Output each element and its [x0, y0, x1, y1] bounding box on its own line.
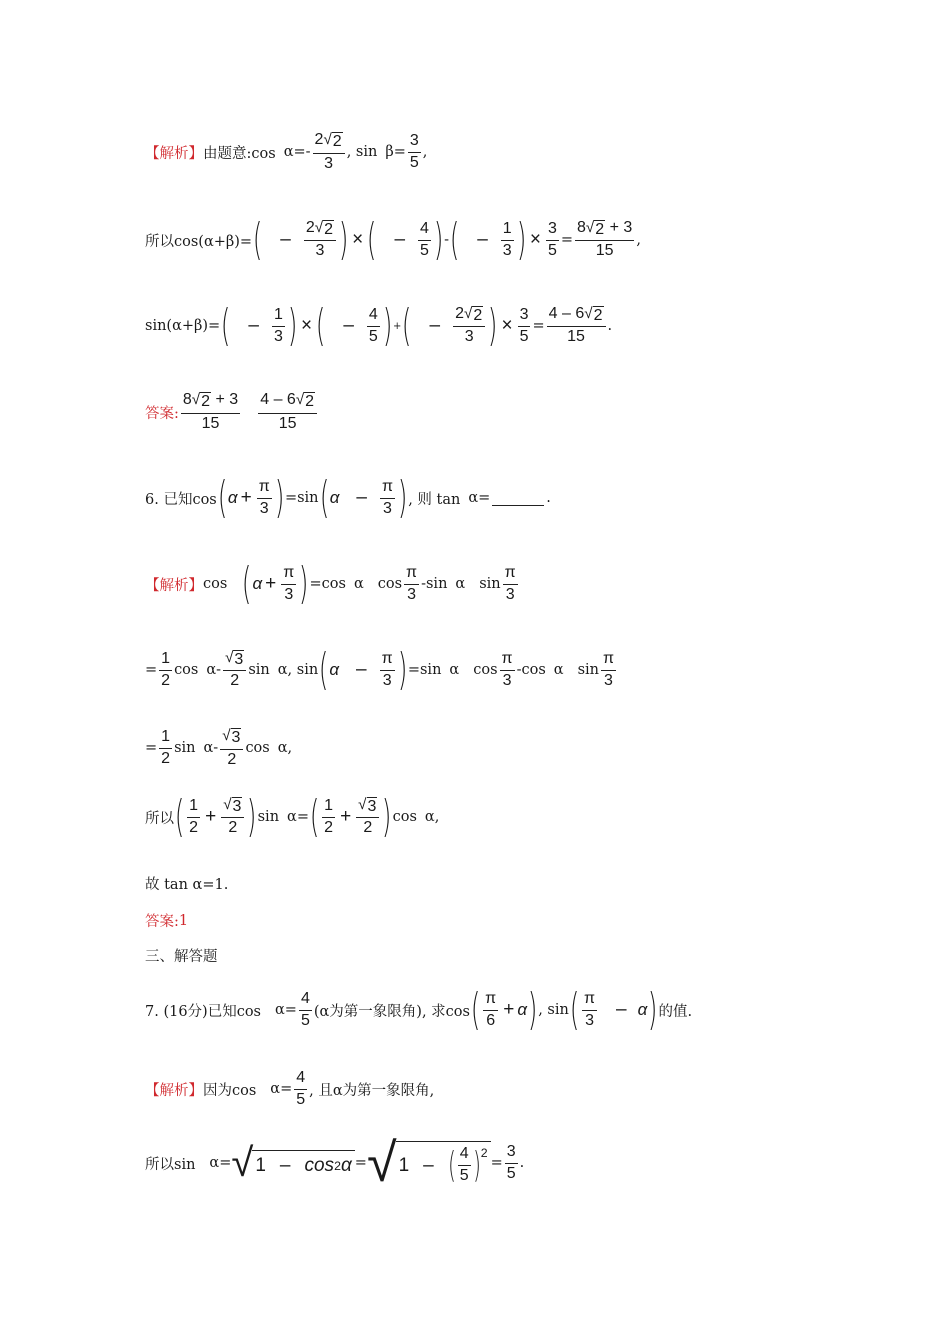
- text: ,: [287, 740, 293, 757]
- paren: (: [174, 791, 185, 842]
- alpha: α: [329, 660, 340, 679]
- paren: (: [309, 791, 320, 842]
- text: , sin: [538, 1002, 569, 1018]
- alpha: α: [449, 662, 460, 678]
- paren: ): [274, 472, 285, 523]
- fraction: 4 – 6 √ 2 15: [258, 392, 317, 432]
- text: -sin: [421, 576, 448, 592]
- fraction: 4 5: [368, 305, 378, 345]
- text: =sin: [284, 490, 319, 506]
- op: =: [284, 1002, 297, 1018]
- alpha: α: [277, 740, 288, 757]
- op: –: [616, 999, 627, 1020]
- op: –: [356, 659, 367, 680]
- text: 所以: [145, 810, 174, 827]
- op: +: [392, 320, 402, 332]
- sqrt-expression: √ 1 – ( 4 5 ) $^2$: [367, 1132, 491, 1194]
- fraction: 1 3: [502, 219, 512, 259]
- op: –: [394, 229, 406, 250]
- text: ,: [434, 809, 440, 825]
- alpha: α: [283, 144, 294, 161]
- op: +: [265, 573, 277, 594]
- analysis-line-2: [145, 214, 641, 265]
- paren: ): [338, 214, 349, 265]
- op: +: [240, 487, 252, 508]
- op: =: [532, 318, 545, 334]
- sqrt-expression: √ 1 – cos 2 α: [231, 1141, 354, 1186]
- text: .: [519, 1155, 525, 1171]
- question-7: [145, 984, 693, 1035]
- paren: (: [217, 472, 228, 523]
- analysis-tag: 【解析】: [145, 145, 203, 162]
- paren: (: [449, 214, 460, 265]
- op: ×: [529, 229, 541, 250]
- analysis6-line-2: [145, 644, 618, 695]
- paren: ): [397, 472, 408, 523]
- text: =cos: [309, 576, 346, 592]
- fraction: 1 3: [273, 305, 283, 345]
- alpha: α: [203, 740, 214, 757]
- op: -: [444, 232, 450, 248]
- alpha: α: [275, 1002, 285, 1018]
- paren: ): [247, 791, 257, 842]
- answer-label: 答案:: [145, 914, 179, 930]
- text: ,: [636, 232, 641, 248]
- analysis6-line-1: [145, 558, 520, 609]
- fraction: $\frac{1}{2}$: [161, 649, 171, 689]
- paren: (: [316, 300, 326, 351]
- op: =: [560, 232, 574, 248]
- alpha: α: [270, 1081, 281, 1098]
- text: cos: [174, 662, 199, 678]
- text: 的值.: [658, 1003, 693, 1020]
- paren: (: [221, 300, 231, 351]
- text: sin: [479, 576, 501, 592]
- fraction: 2 √ 2 3: [304, 220, 336, 260]
- fraction: $\frac{3}{5}$: [519, 305, 529, 345]
- fraction: 8 √ 2 + 3 15: [182, 391, 239, 432]
- alpha: α: [455, 576, 466, 592]
- fraction: π 3: [381, 477, 394, 517]
- fraction: π 3: [406, 563, 418, 603]
- fraction: π 6: [485, 989, 497, 1029]
- paren: ): [287, 300, 298, 351]
- analysis7-line-1: [145, 1070, 434, 1109]
- text: , sin: [346, 144, 378, 161]
- text: 故 tan α=1.: [145, 877, 229, 893]
- analysis7-line-2: [145, 1132, 524, 1194]
- text: 所以sin: [145, 1156, 196, 1173]
- alpha: α: [209, 1155, 220, 1171]
- analysis6-line-3: [145, 728, 292, 768]
- paren: ): [382, 300, 393, 351]
- text: sin: [577, 662, 599, 678]
- paren: ): [382, 791, 392, 842]
- fraction: $\frac{3}{5}$: [409, 131, 419, 171]
- fraction: $\frac{4}{5}$: [300, 989, 310, 1029]
- section-title: 三、解答题: [145, 949, 218, 965]
- paren: (: [242, 558, 252, 609]
- fraction: 2 √ 2 3: [453, 306, 485, 346]
- paren: (: [569, 984, 580, 1035]
- fraction: √ 3 2: [220, 728, 243, 768]
- op: ×: [501, 315, 513, 336]
- paren: ): [488, 300, 498, 351]
- fraction: π 3: [381, 649, 393, 689]
- text: =-: [293, 144, 311, 161]
- op: +: [503, 999, 515, 1020]
- text: cos: [245, 740, 270, 757]
- paren: (: [319, 472, 329, 523]
- fraction: 2 √ 2 3: [313, 132, 345, 172]
- op: =: [354, 1155, 367, 1171]
- analysis-line-1: [145, 132, 427, 172]
- op: +: [340, 806, 352, 827]
- alpha: α: [424, 809, 435, 825]
- text: , 且α为第一象限角,: [309, 1082, 435, 1099]
- op: =: [219, 1155, 232, 1171]
- alpha: α: [206, 662, 217, 678]
- op: -: [213, 740, 219, 757]
- fraction: $\frac{\pi}{3}$: [258, 477, 270, 517]
- text: sin: [248, 662, 270, 678]
- op: +: [205, 806, 217, 827]
- alpha: α: [287, 809, 297, 825]
- text: 因为cos: [203, 1082, 257, 1099]
- text: 所以cos(α+β)=: [145, 233, 253, 250]
- fraction: 1 2: [189, 796, 199, 836]
- op: –: [280, 229, 291, 250]
- beta: β: [385, 144, 394, 161]
- fraction: $\frac{3}{5}$: [506, 1142, 516, 1182]
- fraction: $\frac{\pi}{3}$: [283, 563, 295, 603]
- fraction: $\frac{4}{5}$: [296, 1069, 306, 1108]
- op: =: [145, 740, 158, 757]
- op: –: [477, 229, 488, 250]
- fraction: 4 5: [420, 219, 429, 259]
- analysis-tag: 【解析】: [145, 1082, 203, 1099]
- op: –: [356, 487, 367, 508]
- paren: (: [367, 214, 377, 265]
- paren: ): [527, 984, 538, 1035]
- text: 6. 已知cos: [145, 491, 217, 508]
- paren: (: [319, 644, 329, 695]
- fraction: √ 3 2: [356, 797, 379, 837]
- text: .: [546, 490, 551, 506]
- text: sin: [174, 740, 196, 757]
- analysis-tag: 【解析】: [145, 577, 203, 594]
- alpha: α: [637, 1000, 648, 1019]
- fraction: 4 – 6 √ 2 15: [547, 306, 606, 346]
- fraction: √ 3 2: [223, 650, 246, 690]
- paren: (: [252, 214, 263, 265]
- text: =: [478, 490, 491, 506]
- op: -: [216, 662, 222, 678]
- op: =: [145, 662, 158, 678]
- text: sin(α+β)=: [145, 318, 221, 334]
- analysis6-line-4: [145, 791, 440, 842]
- answer-line-5: [145, 392, 319, 432]
- alpha: α: [227, 488, 238, 507]
- op: =: [490, 1155, 503, 1171]
- op: –: [429, 315, 441, 336]
- alpha: α: [329, 488, 340, 507]
- text: , sin: [287, 662, 319, 678]
- paren: ): [648, 984, 658, 1035]
- text: cos: [203, 576, 228, 592]
- text: .: [607, 318, 613, 334]
- fraction: $\frac{1}{2}$: [161, 727, 171, 767]
- analysis6-line-5: [145, 873, 228, 894]
- paren: (: [470, 984, 481, 1035]
- alpha: α: [353, 576, 364, 592]
- alpha: α: [517, 1000, 528, 1019]
- fraction: $\frac{3}{5}$: [547, 219, 557, 259]
- text: cos: [392, 809, 417, 825]
- text: ,: [422, 144, 428, 161]
- op: ×: [352, 229, 364, 250]
- text: cos: [377, 576, 403, 592]
- paren: ): [299, 558, 309, 609]
- alpha: α: [277, 662, 288, 678]
- fraction: π 3: [504, 563, 516, 603]
- text: sin: [257, 809, 280, 825]
- text: =sin: [407, 662, 442, 678]
- text: cos: [473, 662, 498, 678]
- question-6: [145, 472, 551, 523]
- fraction: π 3: [501, 649, 513, 689]
- answer-value: 1: [178, 912, 189, 929]
- text: 7. (16分)已知cos: [145, 1003, 261, 1020]
- paren: (: [402, 300, 412, 351]
- alpha: α: [252, 574, 263, 593]
- fraction: 1 2: [324, 796, 334, 836]
- op: =: [280, 1081, 293, 1098]
- section-heading: [145, 945, 218, 966]
- op: –: [343, 315, 354, 336]
- text: 由题意:cos: [203, 145, 276, 162]
- paren: ): [516, 214, 526, 265]
- fraction: 8 √ 2 + 3 15: [577, 218, 633, 260]
- paren: ): [433, 214, 444, 265]
- alpha: α: [553, 662, 564, 678]
- text: (α为第一象限角), 求cos: [313, 1003, 470, 1020]
- fraction: π 3: [602, 649, 615, 689]
- answer-line-6: [145, 910, 188, 931]
- answer-blank: [492, 491, 544, 506]
- paren: ): [397, 644, 407, 695]
- op: –: [248, 315, 259, 336]
- analysis-line-3: [145, 300, 613, 351]
- text: =: [393, 144, 406, 161]
- op: =: [296, 809, 309, 825]
- text: -cos: [516, 662, 546, 678]
- alpha: α: [468, 490, 479, 506]
- fraction: √ 3 2: [221, 797, 244, 837]
- op: ×: [301, 315, 313, 336]
- answer-label: 答案:: [145, 405, 179, 422]
- text: , 则 tan: [408, 491, 461, 508]
- fraction: π 3: [584, 989, 596, 1029]
